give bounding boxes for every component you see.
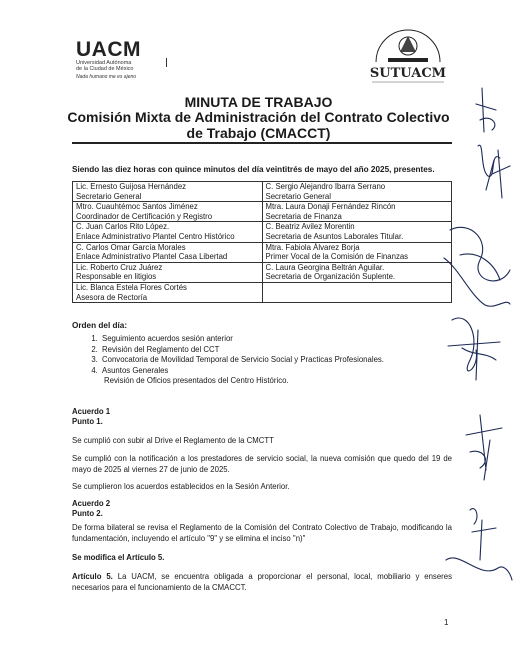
acuerdo1-punto: Punto 1. [72,417,103,426]
attendee-table [72,181,452,303]
acuerdo1-paragraph: Se cumplieron los acuerdos establecidos en la Sesión Anterior. [72,482,290,491]
union-seal-logo [366,22,450,92]
union-logo-text: SUTUACM [369,66,447,81]
subtitle-line1: Comisión Mixta de Administración del Contrato Colectivo [67,109,450,125]
attendee-cell-left: Mtro. Cuauhtémoc Santos Jiménez Coordinador de Certificación y Registro [73,202,263,222]
uacm-logo [76,40,176,80]
acuerdo2-modification: Se modifica el Artículo 5. [72,553,165,562]
uacm-logo-motto: Nada humano me es ajeno [76,74,137,80]
agenda-list [86,334,384,376]
agenda-item: 3. Convocatoria de Movilidad Temporal de Servicio Social y Practicas Profesionales. [100,355,384,366]
subtitle-line2: de Trabajo (CMACCT) [186,125,331,141]
attendee-row [73,222,452,242]
attendee-cell-left: Lic. Ernesto Guijosa Hernández Secretario General [73,182,263,202]
agenda-heading: Orden del día: [72,321,128,330]
agenda-item: 4. Asuntos Generales [100,366,384,377]
attendee-cell-left: C. Juan Carlos Rito López. Enlace Administrativo Plantel Centro Histórico [73,222,263,242]
attendee-cell-left: Lic. Roberto Cruz Juárez Responsable en litigios [73,262,263,282]
attendee-cell-right: Mtra. Laura Donaji Fernández Rincón Secretaria de Finanza [262,202,452,222]
uacm-logo-sub1: Universidad Autónoma [76,60,132,66]
uacm-logo-name: UACM [76,38,141,61]
attendee-cell-right: C. Beatriz Avilez Morentin Secretaria de Asuntos Laborales Titular. [262,222,452,242]
attendee-row [73,182,452,202]
attendee-cell-left: Lic. Blanca Estela Flores Cortés Asesora de Rectoría [73,282,263,302]
acuerdo2-punto: Punto 2. [72,509,103,518]
intro-text: Siendo las diez horas con quince minutos del día veintitrés de mayo del año 2025, presentes. [72,165,435,174]
agenda-item: 1. Seguimiento acuerdos sesión anterior [100,334,384,345]
acuerdo1-paragraph: Se cumplió con la notificación a los prestadores de servicio social, la nueva comisión que quedo del 19 de mayo de 2025 al viernes 27 de junio de 2025. [72,454,452,474]
attendee-row [73,262,452,282]
acuerdo2-paragraph: De forma bilateral se revisa el Reglamento de la Comisión del Contrato Colectivo de Trabajo, modificando la fundamentación, incluyendo el artículo "9" y se elimina el inciso "n)" [72,523,452,543]
agenda-item: 2. Revisión del Reglamento del CCT [100,345,384,356]
attendee-cell-right: Mtra. Fabiola Álvarez Borja Primer Vocal de la Comisión de Finanzas [262,242,452,262]
title-rule [72,142,452,144]
attendee-row [73,282,452,302]
logo-divider [166,58,167,67]
attendee-row [73,242,452,262]
attendee-cell-left: C. Carlos Omar García Morales Enlace Administrativo Plantel Casa Libertad [73,242,263,262]
attendee-cell-right: C. Laura Georgina Beltrán Aguilar. Secretaria de Organización Suplente. [262,262,452,282]
acuerdo2-article: Artículo 5. La UACM, se encuentra obligada a proporcionar el personal, local, mobiliario y enseres necesarios para el funcionamiento de la CMACCT. [72,572,452,592]
attendee-cell-right: C. Sergio Alejandro Ibarra Serrano Secretario General [262,182,452,202]
uacm-logo-sub2: de la Ciudad de México [76,66,134,72]
acuerdo1-heading: Acuerdo 1 [72,407,111,416]
agenda-subitem: Revisión de Oficios presentados del Centro Histórico. [104,376,289,385]
acuerdo1-paragraph: Se cumplió con subir al Drive el Reglamento de la CMCTT [72,436,274,445]
attendee-row [73,202,452,222]
attendee-cell-right [262,282,452,302]
acuerdo2-heading: Acuerdo 2 [72,499,111,508]
margin-signatures [440,80,516,620]
document-title: MINUTA DE TRABAJO [184,94,333,110]
page-number: 1 [444,618,449,627]
